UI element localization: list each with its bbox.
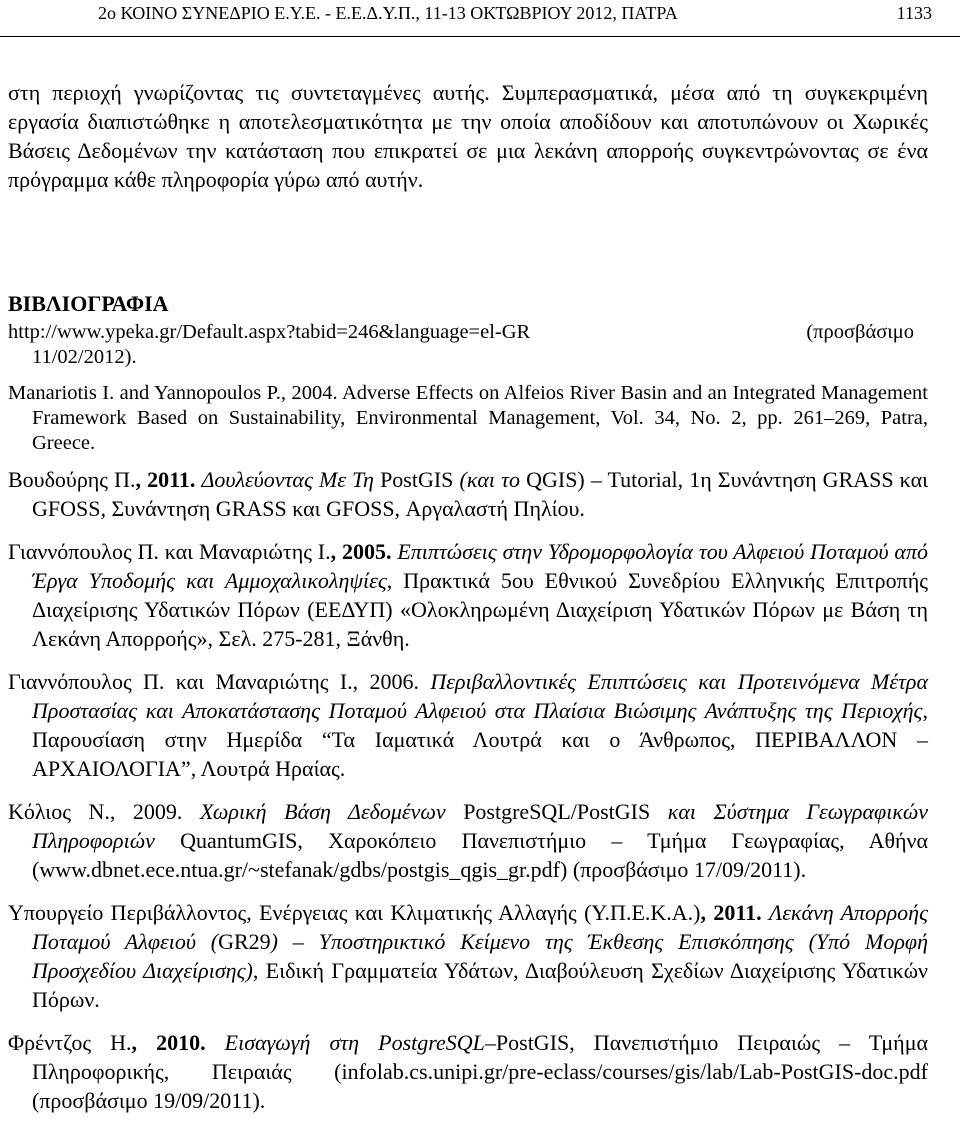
reference-author: Γιαννόπουλος Π. και Μαναριώτης Ι. — [8, 539, 331, 564]
bibliography-heading: ΒΙΒΛΙΟΓΡΑΦΙΑ — [8, 291, 169, 316]
reference-title: Εισαγωγή στη PostgreSQL — [224, 1030, 485, 1055]
reference-title: Χωρική Βάση Δεδομένων — [200, 799, 446, 824]
reference-item — [8, 1028, 928, 1115]
reference-item — [8, 381, 928, 456]
reference-author: Φρέντζος Η. — [8, 1030, 132, 1055]
reference-title-cont: ) – Υποστηρικτικό Κείμενο της Έκθεσης Επισκόπησης (Υπό Μορφή Προσχεδίου Διαχείρισης) — [32, 929, 928, 983]
body-paragraph: στη περιοχή γνωρίζοντας τις συντεταγμένες αυτής. Συμπερασματικά, μέσα από τη συγκεκριμένη εργασία διαπιστώθηκε η αποτελεσματικότητα με την οποία αποδίδουν και αποτυπώνουν οι Χωρικές Βάσεις Δεδομένων την κατάσταση που επικρατεί σε μια λεκάνη απορροής συγκεντρώνοντας σε ένα πρόγραμμα κάθε πληροφορία γύρω από αυτήν. — [8, 80, 928, 192]
reference-details: , Πρακτικά 5ου Εθνικού Συνεδρίου Ελληνικής Επιτροπής Διαχείρισης Υδατικών Πόρων (ΕΕΔΥΠ) «Ολοκληρωμένη Διαχείριση Υδατικών Πόρων με Βάση τη Λεκάνη Απορροής», Σελ. 275-281, Ξάνθη. — [32, 568, 928, 651]
reference-year: , 2010. — [131, 1030, 206, 1055]
reference-title: Δουλεύοντας Με Τη — [201, 467, 381, 492]
reference-title-cont: (και το — [453, 467, 527, 492]
reference-details: QuantumGIS, Χαροκόπειο Πανεπιστήμιο – Τμήμα Γεωγραφίας, Αθήνα (www.dbnet.ece.ntua.gr/~stefanak/gdbs/postgis_qgis_gr.pdf) (προσβάσιμο 17/09/2011). — [32, 828, 928, 882]
reference-list — [8, 318, 928, 1115]
page-number: 1133 — [896, 3, 932, 23]
reference-url-line — [8, 320, 928, 345]
reference-url[interactable]: http://www.ypeka.gr/Default.aspx?tabid=246&language=el-GR — [8, 321, 531, 343]
reference-author: Γιαννόπουλος Π. και Μαναριώτης Ι., 2006. — [8, 669, 420, 694]
reference-title-cont: και Σύστημα Γεωγραφικών Πληροφοριών — [32, 799, 928, 853]
reference-item — [8, 898, 928, 1014]
reference-code: GR29 — [218, 929, 271, 954]
reference-author: Βουδούρης Π. — [8, 467, 136, 492]
reference-title-term: PostGIS — [380, 467, 454, 492]
reference-item — [8, 465, 928, 523]
reference-details: QGIS) – Tutorial, 1η Συνάντηση GRASS και GFOSS, Συνάντηση GRASS και GFOSS, Αργαλαστή Πηλίου. — [32, 467, 929, 521]
reference-item — [8, 320, 928, 370]
reference-text: Manariotis I. and Yannopoulos P., 2004. Adverse Effects on Alfeios River Basin and an Integrated Management Framework Based on Sustainability, Environmental Management, Vol. 34, No. 2, pp. 261–269, Patra, Greece. — [8, 382, 928, 454]
running-header — [0, 0, 960, 37]
reference-year: , 2011. — [700, 900, 762, 925]
reference-year: , 2011. — [135, 467, 196, 492]
reference-details: , Παρουσίαση στην Ημερίδα “Τα Ιαματικά Λουτρά και ο Άνθρωπος, ΠΕΡΙΒΑΛΛΟΝ – ΑΡΧΑΙΟΛΟΓΙΑ”, Λουτρά Ηραίας. — [32, 698, 928, 781]
reference-details: –PostGIS, Πανεπιστήμιο Πειραιώς – Τμήμα Πληροφορικής, Πειραιάς (infolab.cs.unipi.gr/pre-eclass/courses/gis/lab/Lab-PostGIS-doc.pdf (προσβάσιμο 19/09/2011). — [32, 1030, 929, 1113]
reference-title: Περιβαλλοντικές Επιπτώσεις και Προτεινόμενα Μέτρα Προστασίας και Αποκατάστασης Ποταμού Αλφειού στα Πλαίσια Βιώσιμης Ανάπτυξης της Περιοχής — [32, 669, 929, 723]
conference-title: 2ο ΚΟΙΝΟ ΣΥΝΕΔΡΙΟ Ε.Υ.Ε. - Ε.Ε.Δ.Υ.Π., 11-13 ΟΚΤΩΒΡΙΟΥ 2012, ΠΑΤΡΑ — [98, 3, 678, 23]
reference-author: Κόλιος Ν., 2009. — [8, 799, 183, 824]
reference-item — [8, 537, 928, 653]
reference-title: Επιπτώσεις στην Υδρομορφολογία του Αλφειού Ποταμού από Έργα Υποδομής και Αμμοχαλικοληψίες — [32, 539, 929, 593]
reference-item — [8, 667, 928, 783]
reference-access-date: 11/02/2012). — [32, 346, 137, 368]
reference-software: PostgreSQL/PostGIS — [445, 799, 668, 824]
reference-item — [8, 797, 928, 884]
reference-details: , Ειδική Γραμματεία Υδάτων, Διαβούλευση Σχεδίων Διαχείρισης Υδατικών Πόρων. — [32, 958, 928, 1012]
reference-title: Λεκάνη Απορροής Ποταμού Αλφειού ( — [32, 900, 929, 954]
reference-year: , 2005. — [330, 539, 392, 564]
reference-author: Υπουργείο Περιβάλλοντος, Ενέργειας και Κλιματικής Αλλαγής (Υ.Π.Ε.Κ.Α.) — [8, 900, 701, 925]
reference-access-label: (προσβάσιμο — [806, 321, 914, 343]
